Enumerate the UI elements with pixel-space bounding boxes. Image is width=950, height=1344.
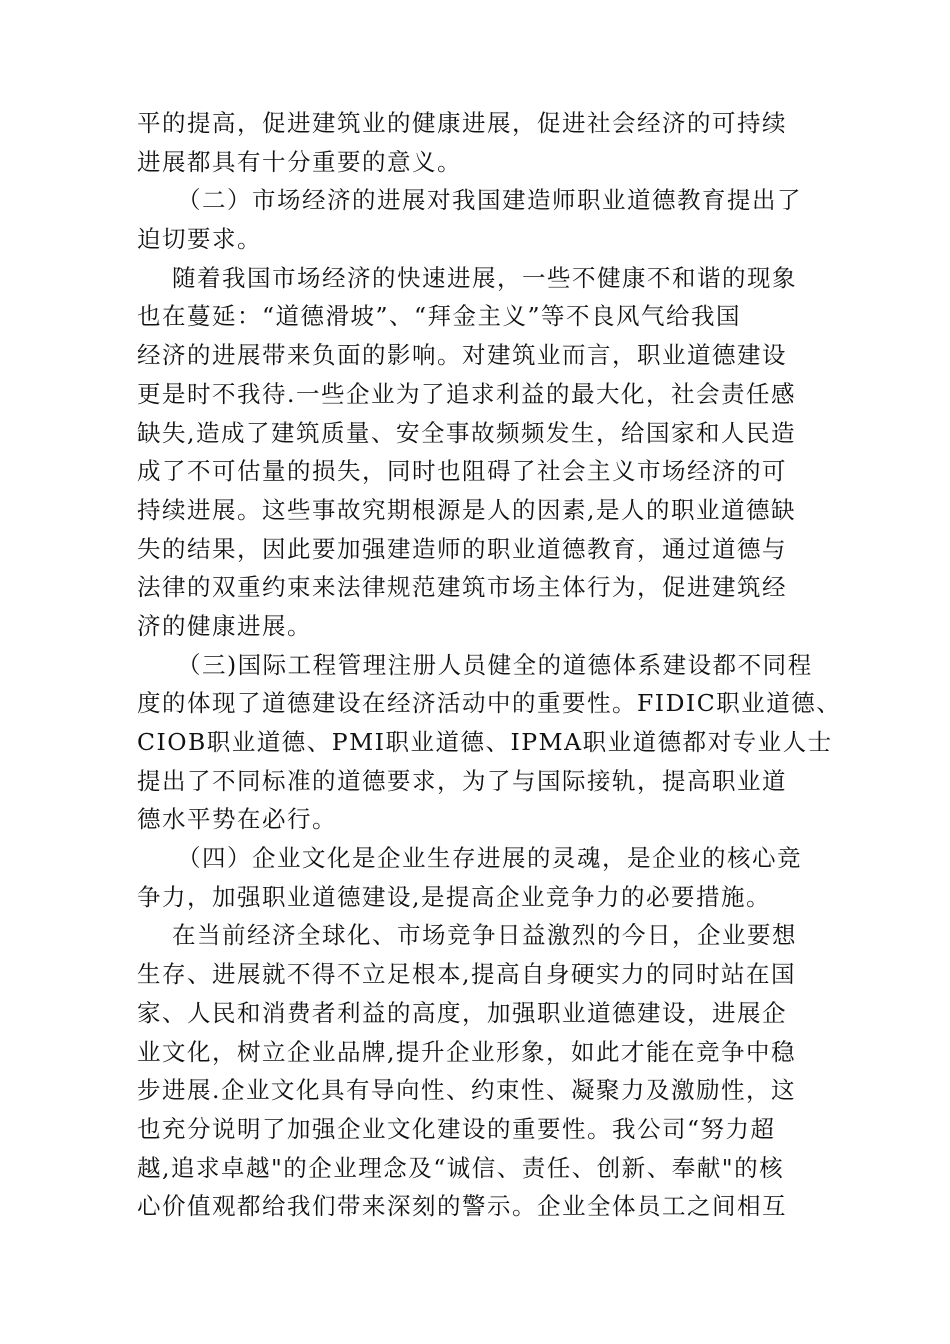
text-line: 成了不可估量的损失，同时也阻碍了社会主义市场经济的可 [137, 457, 787, 486]
text-line: 步进展.企业文化具有导向性、约束性、凝聚力及激励性，这 [137, 1076, 796, 1105]
text-line: 进展都具有十分重要的意义。 [137, 147, 462, 176]
text-line: 提出了不同标准的道德要求，为了与国际接轨，提高职业道 [137, 766, 787, 795]
text-line: 更是时不我待.一些企业为了追求利益的最大化，社会责任感 [137, 379, 796, 408]
text-line: 经济的进展带来负面的影响。对建筑业而言，职业道德建设 [137, 341, 787, 370]
paragraph-first-line: 在当前经济全球化、市场竞争日益激烈的今日，企业要想 [172, 921, 797, 950]
text-line: 度的体现了道德建设在经济活动中的重要性。FIDIC职业道德、 [137, 689, 842, 718]
text-line: 生存、进展就不得不立足根本,提高自身硬实力的同时站在国 [137, 960, 796, 989]
section-heading-line: （四）企业文化是企业生存进展的灵魂，是企业的核心竞 [177, 844, 802, 873]
text-line: CIOB职业道德、PMI职业道德、IPMA职业道德都对专业人士 [137, 728, 833, 756]
text-line: 争力，加强职业道德建设,是提高企业竞争力的必要措施。 [137, 882, 771, 911]
text-line: 心价值观都给我们带来深刻的警示。企业全体员工之间相互 [137, 1192, 787, 1221]
text-line: 也充分说明了加强企业文化建设的重要性。我公司“努力超 [137, 1114, 776, 1143]
text-line: 也在蔓延：“道德滑坡”、“拜金主义”等不良风气给我国 [137, 302, 742, 331]
text-line: 德水平势在必行。 [137, 805, 337, 834]
text-line: 济的健康进展。 [137, 611, 312, 640]
text-line: 法律的双重约束来法律规范建筑市场主体行为，促进建筑经 [137, 573, 787, 602]
text-line: 平的提高，促进建筑业的健康进展，促进社会经济的可持续 [137, 109, 787, 137]
text-line: 业文化，树立企业品牌,提升企业形象，如此才能在竞争中稳 [137, 1037, 796, 1066]
text-line: 失的结果，因此要加强建造师的职业道德教育，通过道德与 [137, 534, 787, 563]
text-line: 越,追求卓越"的企业理念及“诚信、责任、创新、奉献"的核 [137, 1153, 785, 1182]
text-line: 迫切要求。 [137, 225, 262, 254]
section-heading-line: （三)国际工程管理注册人员健全的道德体系建设都不同程 [177, 650, 813, 679]
text-line: 家、人民和消费者利益的高度，加强职业道德建设，进展企 [137, 998, 787, 1027]
text-line: 持续进展。这些事故究期根源是人的因素,是人的职业道德缺 [137, 495, 796, 524]
paragraph-first-line: 随着我国市场经济的快速进展，一些不健康不和谐的现象 [172, 263, 797, 292]
section-heading-line: （二）市场经济的进展对我国建造师职业道德教育提出了 [177, 186, 802, 215]
text-line: 缺失,造成了建筑质量、安全事故频频发生，给国家和人民造 [137, 418, 796, 447]
